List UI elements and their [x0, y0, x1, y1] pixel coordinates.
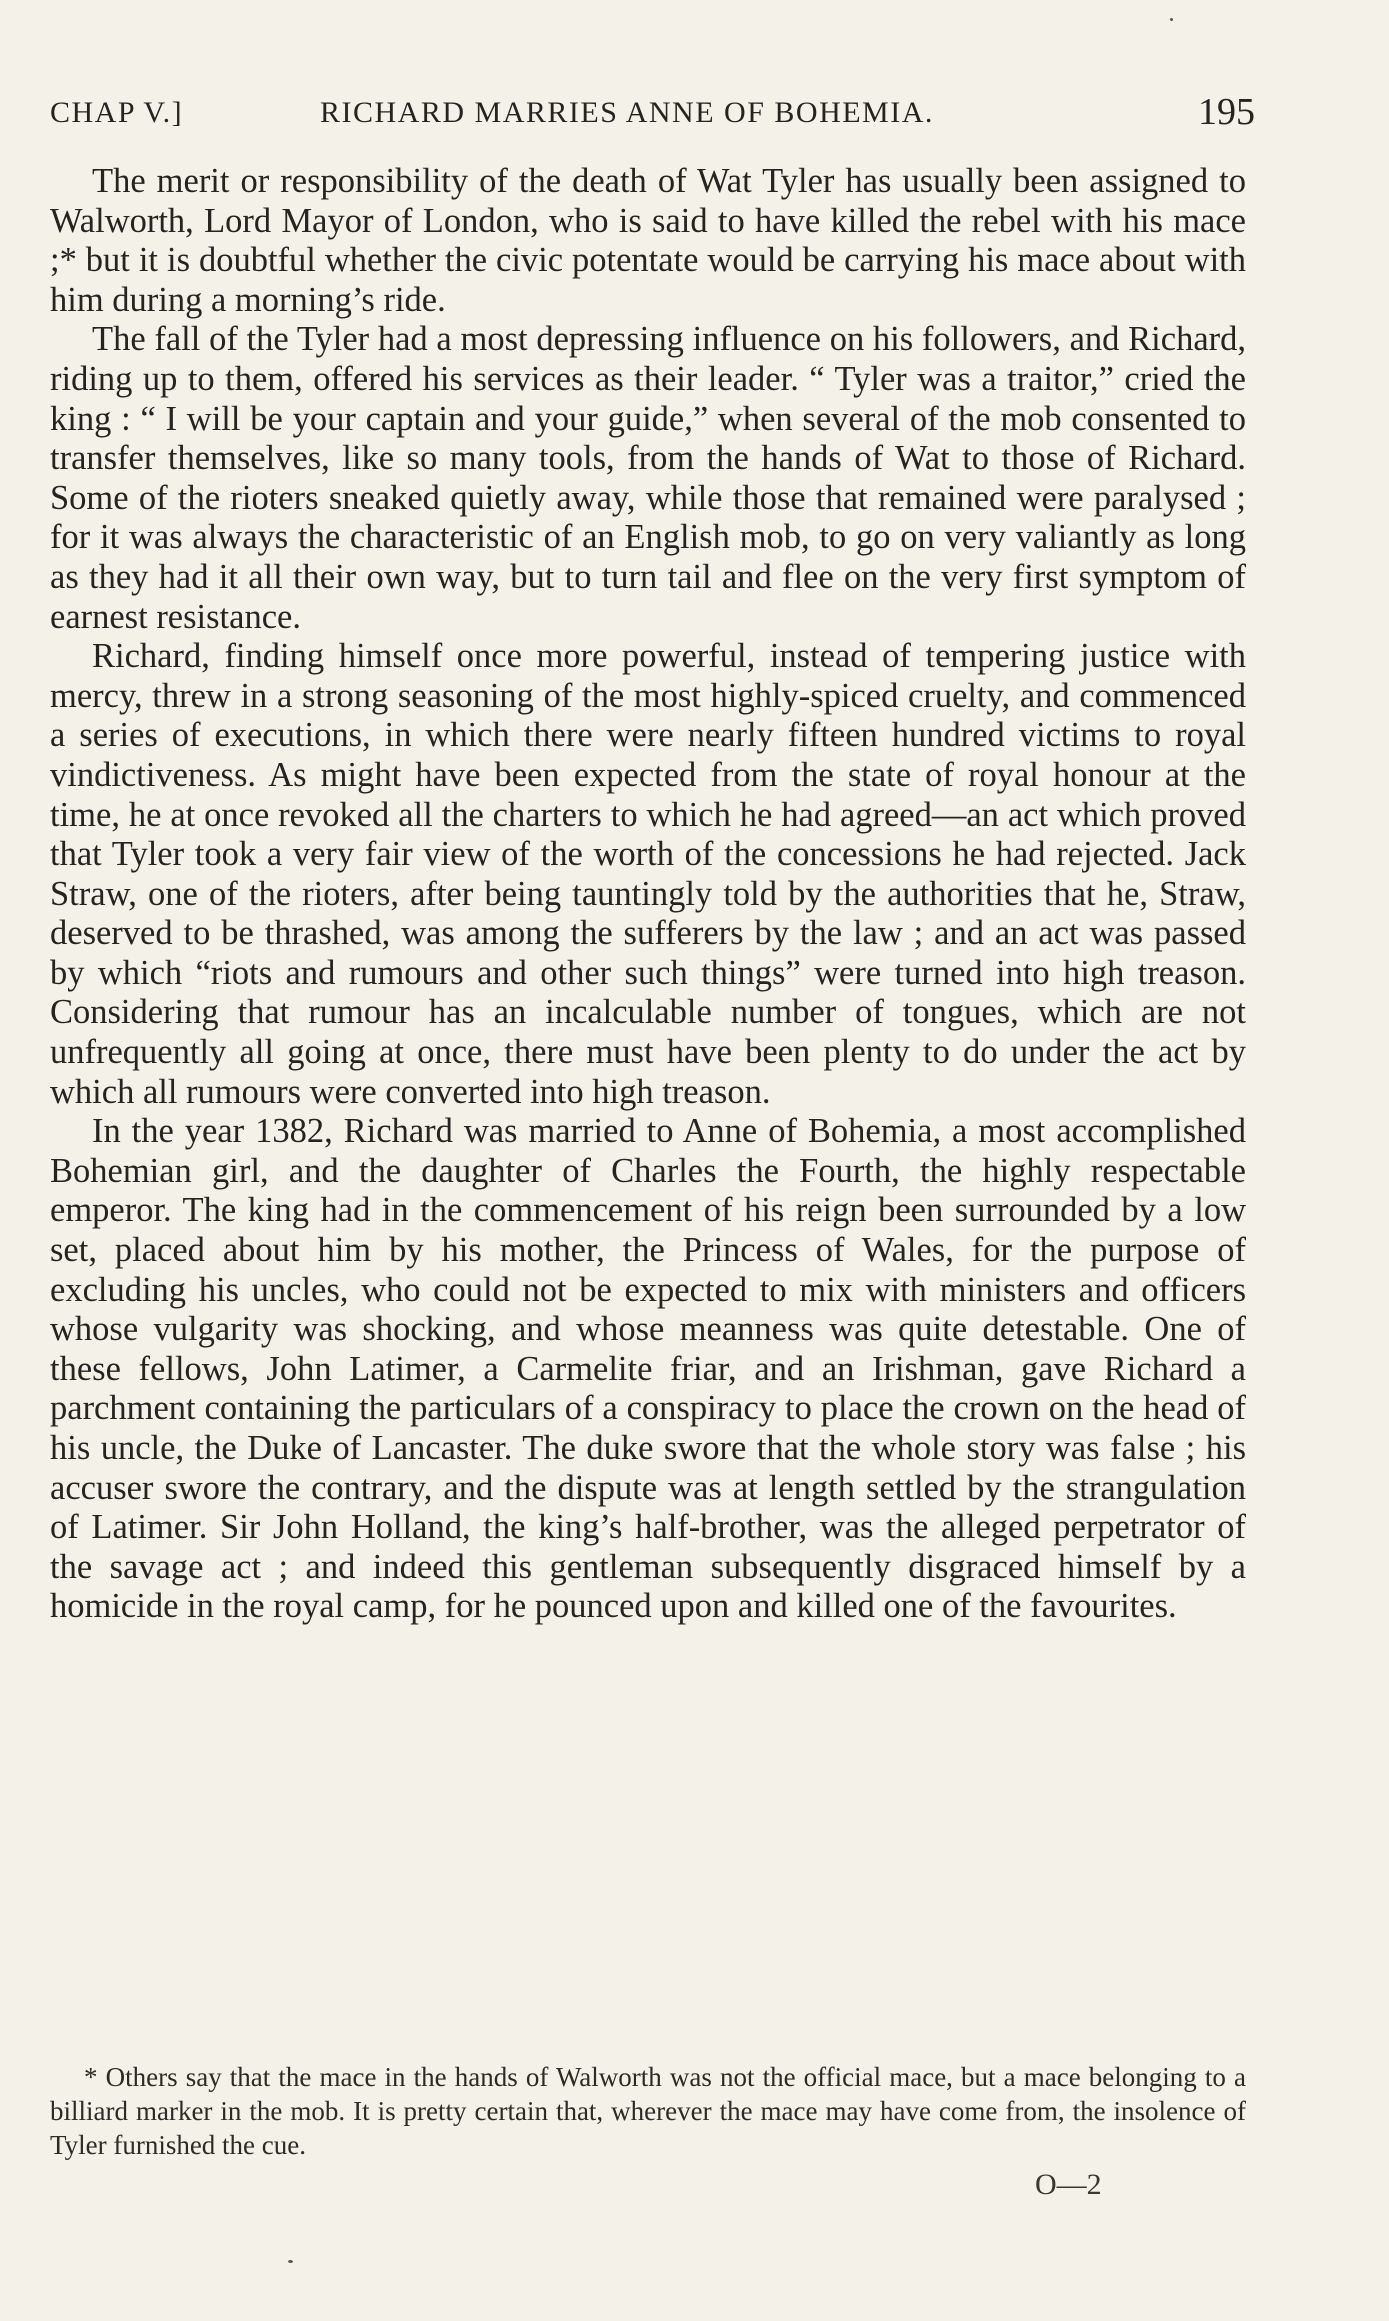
paper-speck [288, 2260, 293, 2263]
page-number: 195 [1198, 91, 1255, 133]
running-head [50, 90, 1255, 140]
signature-mark: O—2 [1035, 2168, 1102, 2201]
footnote [50, 2060, 1246, 2162]
paper-speck [1170, 18, 1173, 21]
chapter-label: CHAP V.] [50, 96, 184, 129]
body-text [50, 162, 1246, 1627]
paragraph: The fall of the Tyler had a most depressing influence on his followers, and Richard, riding up to them, offered his services as their leader. “ Tyler was a traitor,” cried the king : “ I will be your captain and your guide,” when several of the mob consented to transfer themselves, like so many tools, from the hands of Wat to those of Richard. Some of the rioters sneaked quietly away, while those that remained were paralysed ; for it was always the characteristic of an English mob, to go on very valiantly as long as they had it all their own way, but to turn tail and flee on the very first symptom of earnest resistance. [50, 320, 1246, 636]
paragraph: Richard, finding himself once more powerful, instead of tempering justice with mercy, threw in a strong seasoning of the most highly-spiced cruelty, and commenced a series of executions, in which there were nearly fifteen hundred victims to royal vindictiveness. As might have been expected from the state of royal honour at the time, he at once revoked all the charters to which he had agreed—an act which proved that Tyler took a very fair view of the worth of the concessions he had rejected. Jack Straw, one of the rioters, after being tauntingly told by the authorities that he, Straw, deserved to be thrashed, was among the sufferers by the law ; and an act was passed by which “riots and rumours and other such things” were turned into high treason. Considering that rumour has an incalculable number of tongues, which are not unfrequently all going at once, there must have been plenty to do under the act by which all rumours were converted into high treason. [50, 637, 1246, 1111]
paragraph: The merit or responsibility of the death of Wat Tyler has usually been assigned to Walworth, Lord Mayor of London, who is said to have killed the rebel with his mace ;* but it is doubtful whether the civic potentate would be carrying his mace about with him during a morning’s ride. [50, 162, 1246, 319]
paragraph: In the year 1382, Richard was married to Anne of Bohemia, a most accomplished Bohemian girl, and the daughter of Charles the Fourth, the highly respectable emperor. The king had in the commencement of his reign been surrounded by a low set, placed about him by his mother, the Princess of Wales, for the purpose of excluding his uncles, who could not be expected to mix with ministers and officers whose vulgarity was shocking, and whose meanness was quite detestable. One of these fellows, John Latimer, a Carmelite friar, and an Irishman, gave Richard a parchment containing the particulars of a conspiracy to place the crown on the head of his uncle, the Duke of Lancaster. The duke swore that the whole story was false ; his accuser swore the contrary, and the dispute was at length settled by the strangulation of Latimer. Sir John Holland, the king’s half-brother, was the alleged perpetrator of the savage act ; and indeed this gentleman subsequently disgraced himself by a homicide in the royal camp, for he pounced upon and killed one of the favourites. [50, 1112, 1246, 1626]
footnote-text: * Others say that the mace in the hands of Walworth was not the official mace, but a mace belonging to a billiard marker in the mob. It is pretty certain that, wherever the mace may have come from, the insolence of Tyler furnished the cue. [50, 2062, 1246, 2160]
running-title: RICHARD MARRIES ANNE OF BOHEMIA. [320, 96, 934, 129]
